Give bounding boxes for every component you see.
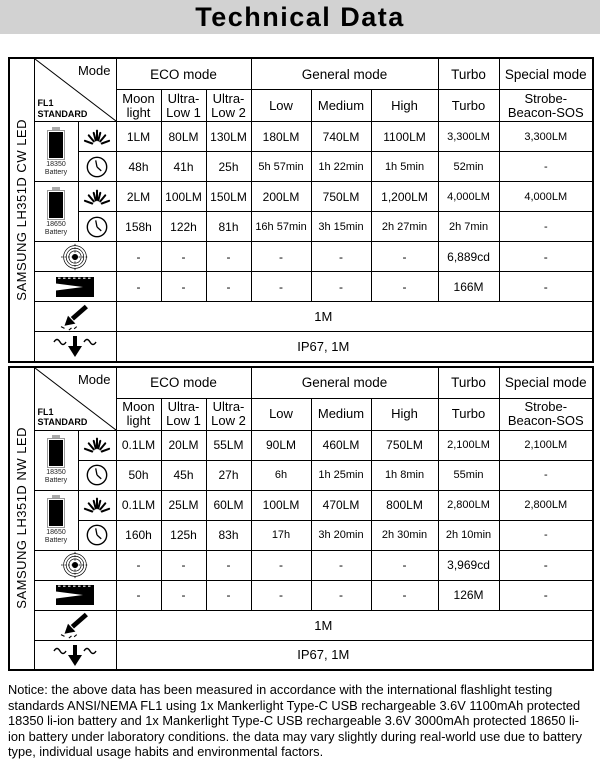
led-model-label	[9, 58, 34, 362]
intensity-target-icon	[34, 242, 116, 272]
value-cell: 2,800LM	[499, 490, 593, 520]
value-cell: 125h	[161, 520, 206, 550]
battery-18350-cell	[34, 430, 78, 490]
value-cell: -	[499, 520, 593, 550]
battery-icon	[47, 435, 65, 468]
value-cell: 158h	[116, 212, 161, 242]
value-cell: 5h 57min	[251, 152, 311, 182]
value-cell: 3h 15min	[311, 212, 371, 242]
value-cell: -	[251, 550, 311, 580]
value-cell: -	[499, 550, 593, 580]
notice-text: Notice: the above data has been measured in accordance with the international flashlight testing standards ANSI/NEMA FL1 using 1x Mankerlight Type-C USB rechargeable 3.6V 1100mAh protected 18350 li-ion battery and 1x Mankerlight Type-C USB rechargeable 3.6V 3000mAh protected 18650 li-ion battery under laboratory conditions. the data may vary slightly during real-world use due to battery type, individual usage habits and environmental factors.	[8, 682, 583, 760]
value-cell: -	[499, 460, 593, 490]
waterproof-submersion-icon	[34, 332, 116, 362]
value-cell: -	[311, 242, 371, 272]
mode-header: Ultra-Low 1	[161, 90, 206, 122]
led-model-text: SAMSUNG LH351D NW LED	[14, 427, 30, 610]
value-cell: 48h	[116, 152, 161, 182]
beam-distance-icon	[34, 580, 116, 610]
value-cell: 3,300LM	[499, 122, 593, 152]
value-cell: 2h 30min	[371, 520, 438, 550]
value-cell: 3h 20min	[311, 520, 371, 550]
value-cell: 126M	[438, 580, 499, 610]
mode-header: Ultra-Low 2	[206, 398, 251, 430]
led-model-label	[9, 367, 34, 671]
value-cell: 25LM	[161, 490, 206, 520]
battery-18650-cell	[34, 182, 78, 242]
value-cell: 52min	[438, 152, 499, 182]
value-cell: 1LM	[116, 122, 161, 152]
value-cell: -	[311, 550, 371, 580]
group-header-special: Special mode	[499, 58, 593, 90]
value-cell: -	[206, 272, 251, 302]
value-cell: 55min	[438, 460, 499, 490]
value-cell: 20LM	[161, 430, 206, 460]
mode-header: Low	[251, 398, 311, 430]
value-cell: -	[206, 242, 251, 272]
mode-label: Mode	[77, 371, 111, 387]
value-cell: -	[161, 242, 206, 272]
value-cell: 130LM	[206, 122, 251, 152]
value-cell: 100LM	[251, 490, 311, 520]
mode-header: Low	[251, 90, 311, 122]
value-cell: 6h	[251, 460, 311, 490]
value-cell: -	[499, 580, 593, 610]
value-cell: -	[251, 272, 311, 302]
intensity-target-icon	[34, 550, 116, 580]
group-header-turbo: Turbo	[438, 58, 499, 90]
waterproof-value: IP67, 1M	[116, 332, 593, 362]
value-cell: -	[499, 212, 593, 242]
mode-header: Strobe-Beacon-SOS	[499, 398, 593, 430]
value-cell: -	[206, 550, 251, 580]
mode-header: Ultra-Low 2	[206, 90, 251, 122]
group-header-general: General mode	[251, 367, 438, 399]
impact-value: 1M	[116, 302, 593, 332]
battery-icon	[47, 495, 65, 528]
value-cell: 55LM	[206, 430, 251, 460]
value-cell: -	[251, 242, 311, 272]
impact-drop-icon	[34, 302, 116, 332]
value-cell: 470LM	[311, 490, 371, 520]
mode-label: Mode	[77, 63, 111, 78]
value-cell: 2h 7min	[438, 212, 499, 242]
battery-18650-cell	[34, 490, 78, 550]
value-cell: 122h	[161, 212, 206, 242]
value-cell: 2,100LM	[499, 430, 593, 460]
value-cell: 800LM	[371, 490, 438, 520]
brightness-icon	[78, 122, 116, 152]
value-cell: 166M	[438, 272, 499, 302]
value-cell: 83h	[206, 520, 251, 550]
value-cell: -	[116, 580, 161, 610]
value-cell: 2,100LM	[438, 430, 499, 460]
impact-value: 1M	[116, 610, 593, 640]
value-cell: -	[161, 272, 206, 302]
group-header-eco: ECO mode	[116, 58, 251, 90]
brightness-icon	[78, 430, 116, 460]
value-cell: -	[311, 272, 371, 302]
value-cell: 200LM	[251, 182, 311, 212]
brightness-icon	[78, 182, 116, 212]
value-cell: 1h 22min	[311, 152, 371, 182]
mode-header: Medium	[311, 90, 371, 122]
value-cell: 1100LM	[371, 122, 438, 152]
mode-fl1-corner-cell	[34, 58, 116, 122]
value-cell: 150LM	[206, 182, 251, 212]
fl1-standard-label: FL1 STANDARD	[37, 406, 88, 428]
title-bar	[0, 0, 600, 34]
value-cell: 4,000LM	[499, 182, 593, 212]
value-cell: -	[161, 550, 206, 580]
value-cell: 4,000LM	[438, 182, 499, 212]
value-cell: -	[371, 242, 438, 272]
spec-table-cw	[8, 57, 594, 363]
fl1-standard-label: FL1 STANDARD	[37, 98, 88, 119]
impact-drop-icon	[34, 610, 116, 640]
value-cell: -	[116, 272, 161, 302]
value-cell: 0.1LM	[116, 490, 161, 520]
waterproof-value: IP67, 1M	[116, 640, 593, 670]
value-cell: 80LM	[161, 122, 206, 152]
led-model-text: SAMSUNG LH351D CW LED	[14, 118, 30, 301]
value-cell: 1h 5min	[371, 152, 438, 182]
value-cell: 27h	[206, 460, 251, 490]
value-cell: -	[499, 242, 593, 272]
mode-fl1-corner-cell	[34, 367, 116, 431]
value-cell: -	[499, 152, 593, 182]
value-cell: 45h	[161, 460, 206, 490]
value-cell: 1,200LM	[371, 182, 438, 212]
value-cell: -	[311, 580, 371, 610]
value-cell: 100LM	[161, 182, 206, 212]
value-cell: 2LM	[116, 182, 161, 212]
brightness-icon	[78, 490, 116, 520]
value-cell: -	[116, 550, 161, 580]
value-cell: 750LM	[311, 182, 371, 212]
value-cell: 160h	[116, 520, 161, 550]
runtime-clock-icon	[78, 520, 116, 550]
battery-icon	[47, 127, 65, 160]
mode-header: Turbo	[438, 398, 499, 430]
value-cell: 2h 27min	[371, 212, 438, 242]
mode-header: Moon light	[116, 398, 161, 430]
mode-header: High	[371, 90, 438, 122]
value-cell: 2h 10min	[438, 520, 499, 550]
value-cell: 1h 8min	[371, 460, 438, 490]
mode-header: Strobe-Beacon-SOS	[499, 90, 593, 122]
value-cell: 3,300LM	[438, 122, 499, 152]
page-title: Technical Data	[195, 1, 405, 32]
waterproof-submersion-icon	[34, 640, 116, 670]
runtime-clock-icon	[78, 212, 116, 242]
value-cell: 1h 25min	[311, 460, 371, 490]
value-cell: -	[371, 272, 438, 302]
value-cell: -	[251, 580, 311, 610]
battery-label: 18650 Battery	[44, 529, 68, 544]
battery-label: 18350 Battery	[44, 469, 68, 484]
value-cell: 2,800LM	[438, 490, 499, 520]
value-cell: -	[161, 580, 206, 610]
mode-header: Medium	[311, 398, 371, 430]
runtime-clock-icon	[78, 460, 116, 490]
value-cell: 50h	[116, 460, 161, 490]
runtime-clock-icon	[78, 152, 116, 182]
group-header-special: Special mode	[499, 367, 593, 399]
value-cell: 750LM	[371, 430, 438, 460]
battery-18350-cell	[34, 122, 78, 182]
spec-table-nw	[8, 366, 594, 672]
battery-label: 18350 Battery	[44, 160, 68, 176]
battery-label: 18650 Battery	[44, 220, 68, 236]
mode-header: Turbo	[438, 90, 499, 122]
group-header-turbo: Turbo	[438, 367, 499, 399]
value-cell: 460LM	[311, 430, 371, 460]
value-cell: -	[371, 550, 438, 580]
mode-header: High	[371, 398, 438, 430]
value-cell: -	[116, 242, 161, 272]
mode-header: Moon light	[116, 90, 161, 122]
value-cell: -	[206, 580, 251, 610]
value-cell: 60LM	[206, 490, 251, 520]
group-header-eco: ECO mode	[116, 367, 251, 399]
group-header-general: General mode	[251, 58, 438, 90]
value-cell: 3,969cd	[438, 550, 499, 580]
value-cell: 16h 57min	[251, 212, 311, 242]
value-cell: -	[371, 580, 438, 610]
value-cell: 740LM	[311, 122, 371, 152]
battery-icon	[47, 187, 65, 220]
value-cell: 0.1LM	[116, 430, 161, 460]
mode-header: Ultra-Low 1	[161, 398, 206, 430]
beam-distance-icon	[34, 272, 116, 302]
value-cell: 180LM	[251, 122, 311, 152]
value-cell: 81h	[206, 212, 251, 242]
value-cell: 25h	[206, 152, 251, 182]
value-cell: 90LM	[251, 430, 311, 460]
value-cell: 41h	[161, 152, 206, 182]
value-cell: -	[499, 272, 593, 302]
value-cell: 17h	[251, 520, 311, 550]
value-cell: 6,889cd	[438, 242, 499, 272]
